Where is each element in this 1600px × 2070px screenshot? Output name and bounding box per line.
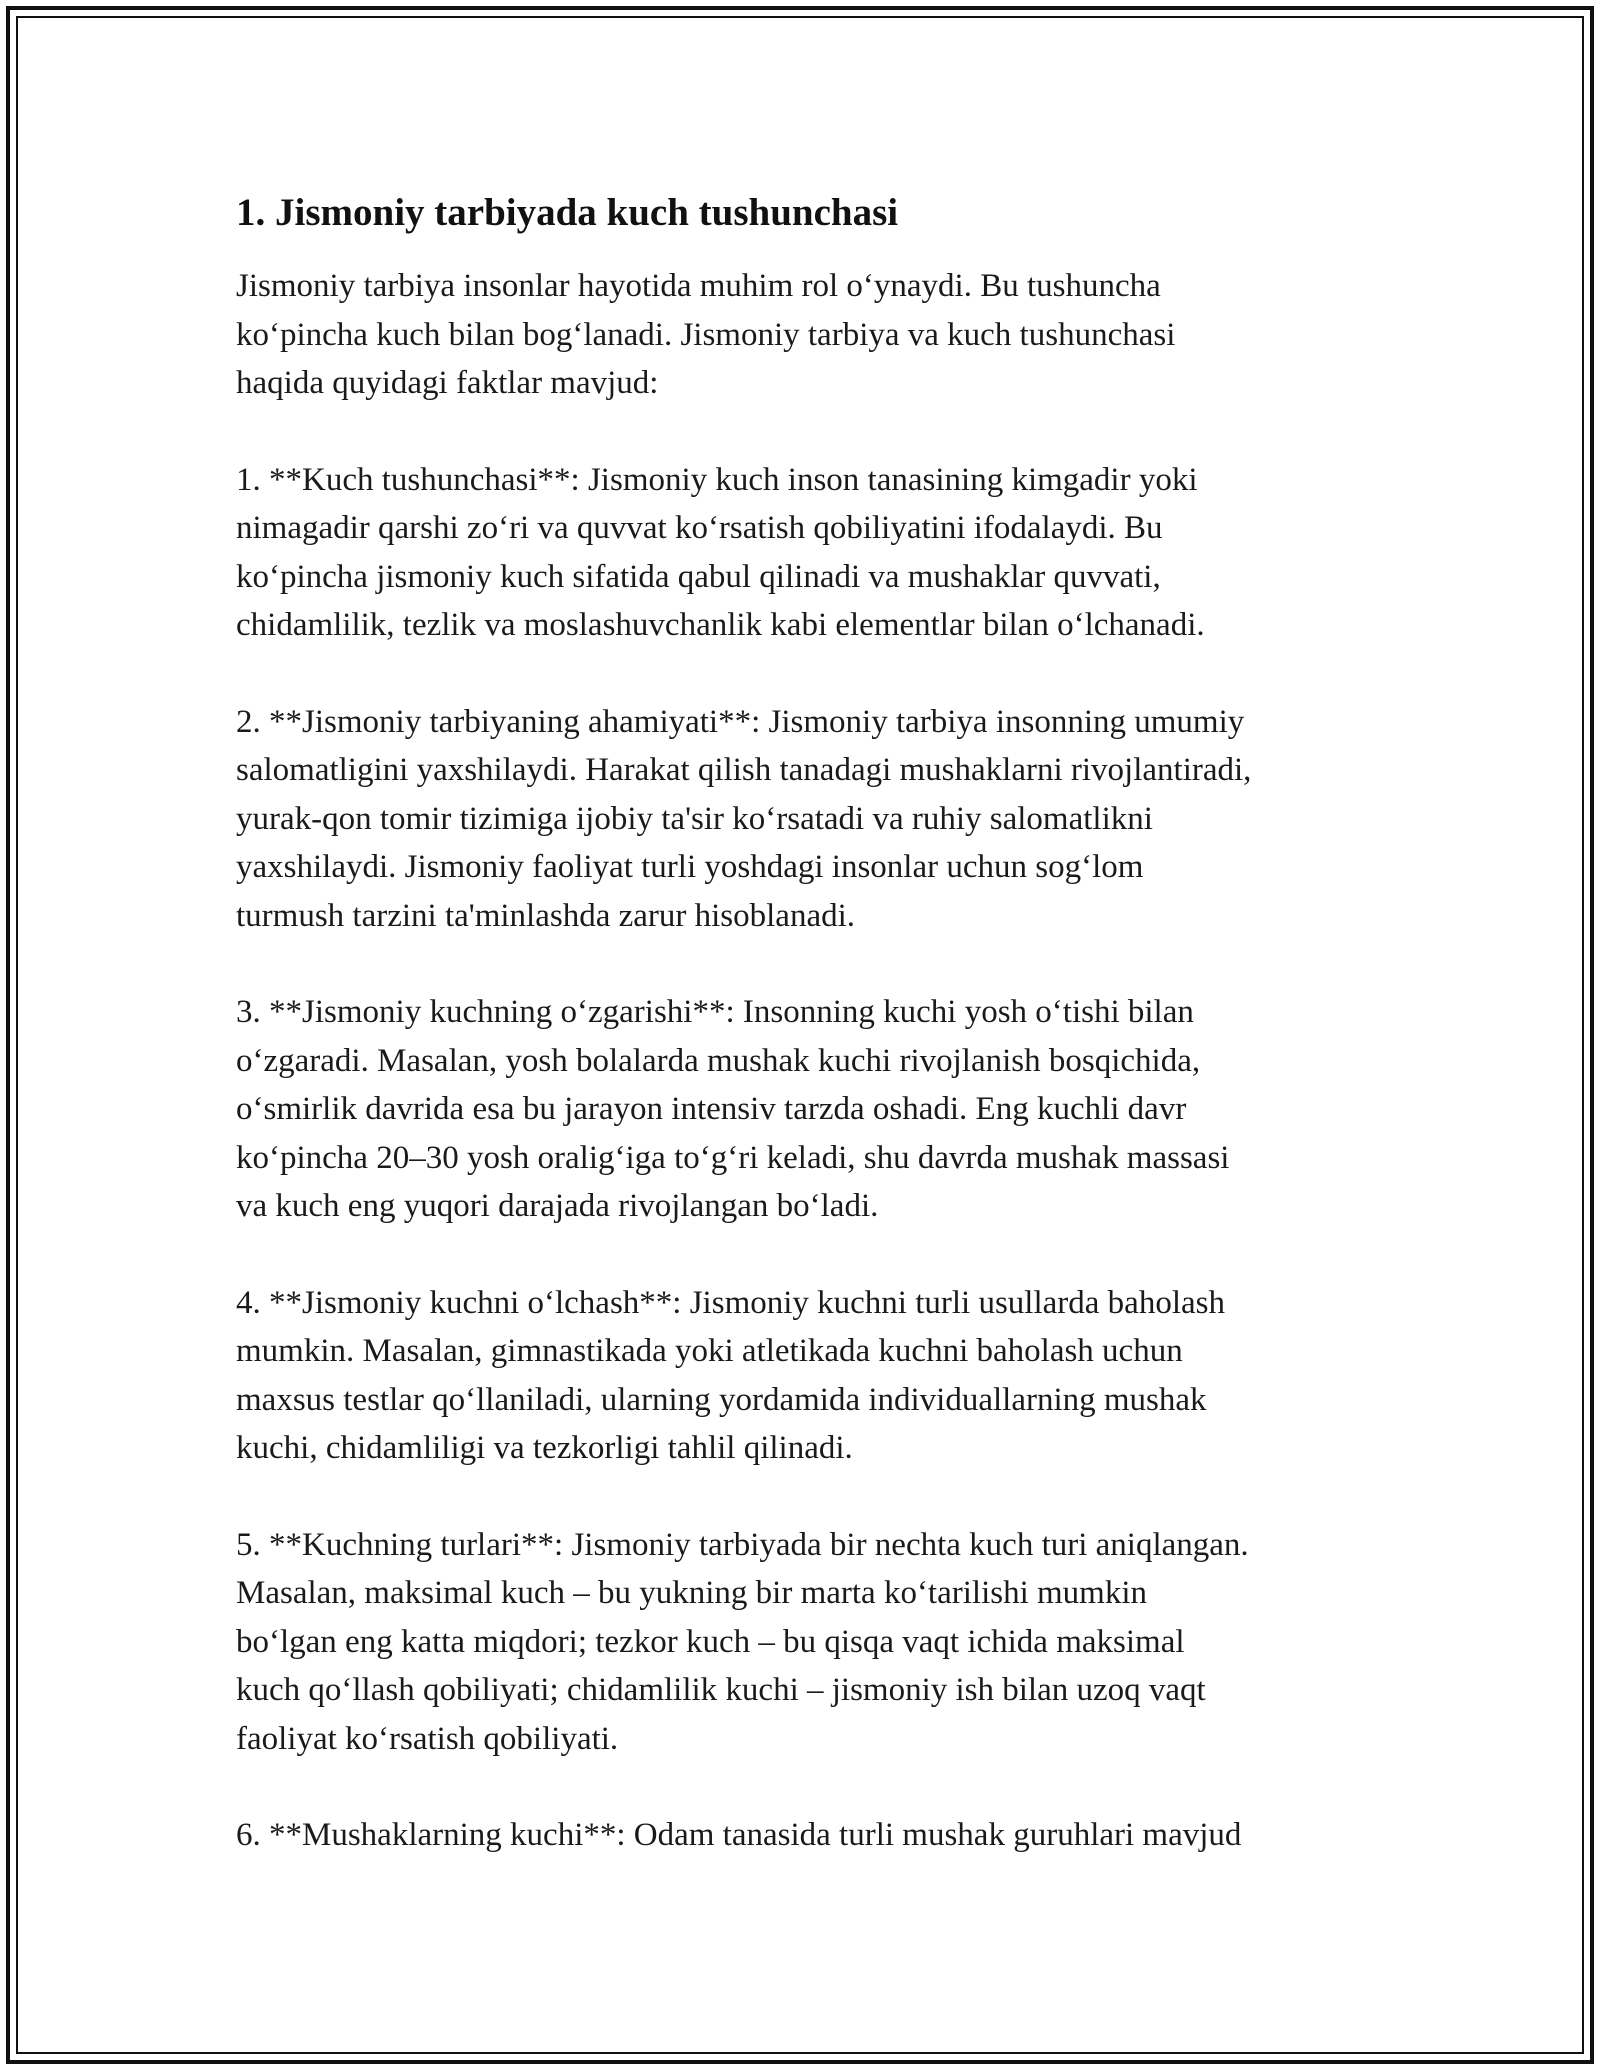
- section-heading: 1. Jismoniy tarbiyada kuch tushunchasi: [236, 191, 899, 234]
- document-body: [236, 186, 1376, 1908]
- paragraph-mushaklar: 6. **Mushaklarning kuchi**: Odam tanasida turli mushak guruhlari mavjud: [236, 1817, 1242, 1853]
- paragraph-olchash: 4. **Jismoniy kuchni o‘lchash**: Jismoniy kuchni turli usullarda baholash mumkin. Masalan, gimnastikada yoki atletikada kuchni baholash uchun maxsus testlar qo‘llaniladi, ularning yordamida individuallarning mushak kuchi, chidamliligi va tezkorligi tahlil qilinadi.: [236, 1284, 1225, 1466]
- paragraph-ozgarishi: 3. **Jismoniy kuchning o‘zgarishi**: Insonning kuchi yosh o‘tishi bilan o‘zgaradi. Masalan, yosh bolalarda mushak kuchi rivojlanish bosqichida, o‘smirlik davrida esa bu jarayon intensiv tarzda oshadi. Eng kuchli davr ko‘pincha 20–30 yosh oralig‘iga to‘g‘ri keladi, shu davrda mushak massasi va kuch eng yuqori darajada rivojlangan bo‘ladi.: [236, 994, 1230, 1224]
- intro-paragraph: Jismoniy tarbiya insonlar hayotida muhim rol o‘ynaydi. Bu tushuncha ko‘pincha kuch bilan bog‘lanadi. Jismoniy tarbiya va kuch tushunchasi haqida quyidagi faktlar mavjud:: [236, 268, 1176, 401]
- paragraph-kuch-tushunchasi: 1. **Kuch tushunchasi**: Jismoniy kuch inson tanasining kimgadir yoki nimagadir qarshi zo‘ri va quvvat ko‘rsatish qobiliyatini ifodalaydi. Bu ko‘pincha jismoniy kuch sifatida qabul qilinadi va mushaklar quvvati, chidamlilik, tezlik va moslashuvchanlik kabi elementlar bilan o‘lchanadi.: [236, 461, 1205, 643]
- paragraph-turlari: 5. **Kuchning turlari**: Jismoniy tarbiyada bir nechta kuch turi aniqlangan. Masalan, maksimal kuch – bu yukning bir marta ko‘tarilishi mumkin bo‘lgan eng katta miqdori; tezkor kuch – bu qisqa vaqt ichida maksimal kuch qo‘llash qobiliyati; chidamlilik kuchi – jismoniy ish bilan uzoq vaqt faoliyat ko‘rsatish qobiliyati.: [236, 1526, 1249, 1757]
- paragraph-ahamiyati: 2. **Jismoniy tarbiyaning ahamiyati**: Jismoniy tarbiya insonning umumiy salomatligini yaxshilaydi. Harakat qilish tanadagi mushaklarni rivojlantiradi, yurak-qon tomir tizimiga ijobiy ta'sir ko‘rsatadi va ruhiy salomatlikni yaxshilaydi. Jismoniy faoliyat turli yoshdagi insonlar uchun sog‘lom turmush tarzini ta'minlashda zarur hisoblanadi.: [236, 703, 1252, 934]
